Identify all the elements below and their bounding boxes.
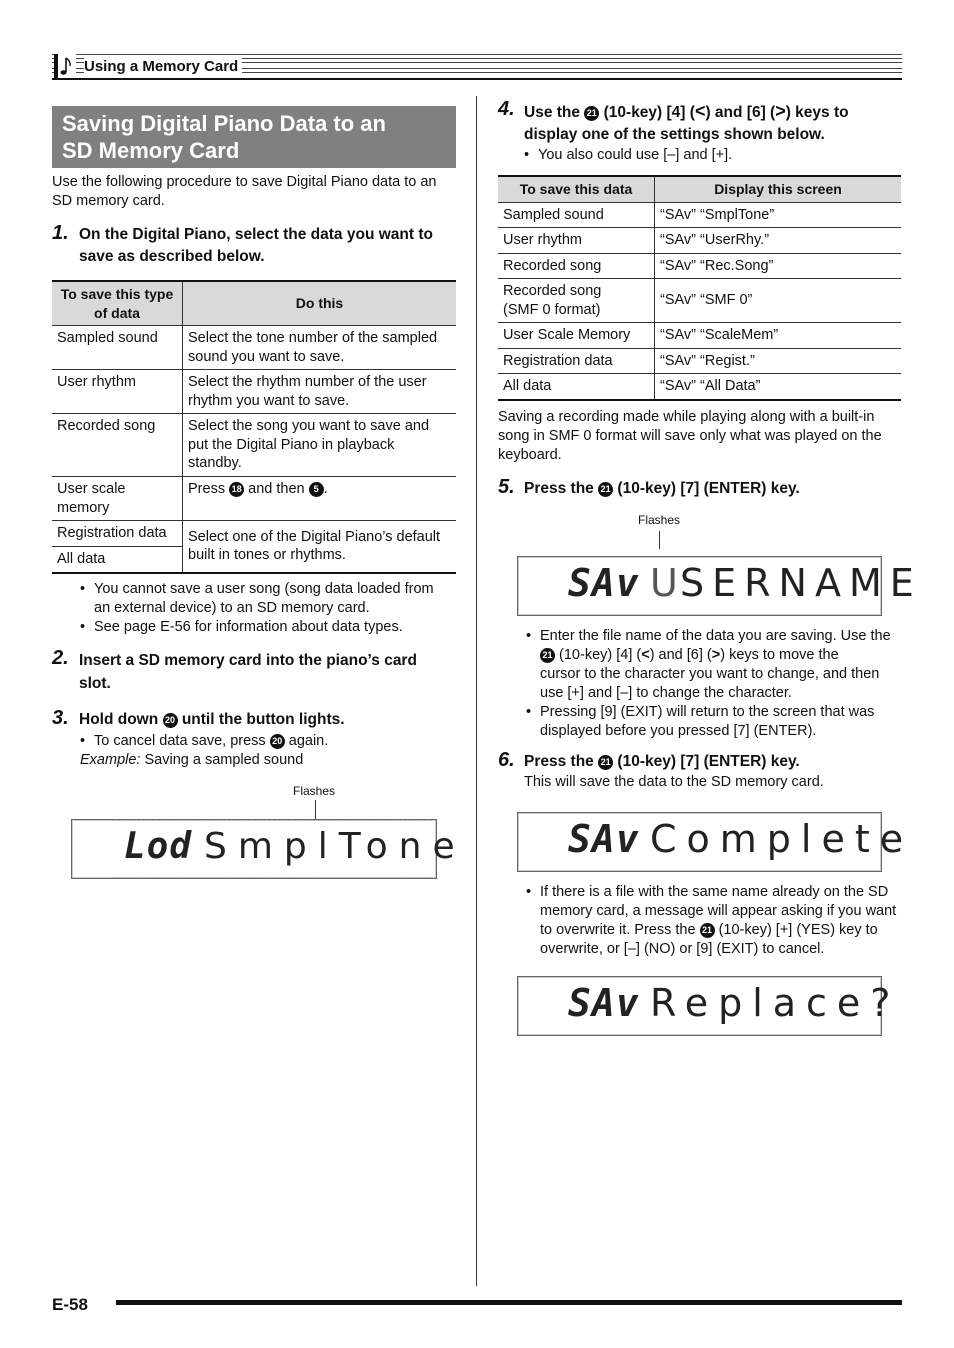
button-18-icon: 18 (229, 482, 244, 497)
table-cell: “SAv” “SMF 0” (655, 279, 902, 323)
header-line: To save this type (60, 286, 174, 302)
cell-line: put the Digital Piano in playback (188, 436, 395, 453)
cell-line: Select the tone number of the sampled (188, 330, 438, 346)
step-number: 6. (498, 749, 515, 771)
list-text: ) keys to move the (720, 647, 839, 663)
page-number: E-58 (52, 1295, 88, 1314)
step-1-line1: On the Digital Piano, select the data you want to (79, 226, 433, 243)
intro-line1: Use the following procedure to save Digital Piano data to an (52, 174, 437, 190)
table-cell: Registration data (503, 352, 613, 369)
note-line: keyboard. (498, 447, 562, 463)
lcd-display-complete (517, 812, 914, 872)
list-line: displayed before you pressed [7] (ENTER). (540, 723, 817, 739)
cell-line: memory (57, 499, 110, 516)
table-cell: All data (57, 551, 106, 567)
list-text: again. (288, 733, 329, 749)
step-6-description: This will save the data to the SD memory card. (524, 774, 824, 790)
table-row (52, 414, 456, 477)
cell-line: standby. (188, 455, 242, 471)
lcd-display-load (71, 819, 466, 879)
notes-list-1 (80, 580, 456, 637)
footer-rule (116, 1300, 902, 1305)
cell-line: rhythm you want to save. (188, 392, 350, 409)
table-cell: “SAv” “Rec.Song” (655, 253, 902, 279)
list-item (80, 732, 456, 751)
list-text: to overwrite it. Press the (540, 922, 696, 938)
right-arrow-icon: > (775, 101, 786, 121)
section-title (52, 106, 456, 168)
step-6-notes (526, 883, 902, 959)
step-3 (52, 707, 456, 731)
lcd-mode-text: Lod (124, 826, 193, 867)
example-line (80, 751, 456, 770)
left-arrow-icon: < (694, 101, 706, 121)
note-line: song in SMF 0 format will save only what was played on the (498, 428, 882, 444)
left-arrow-icon: < (641, 647, 650, 663)
lcd-display-replace (517, 976, 901, 1036)
list-line: • If there is a file with the same name already on the SD (540, 884, 889, 900)
button-21-icon: 21 (598, 755, 613, 770)
display-screen-table (498, 175, 901, 401)
table-row (498, 374, 901, 400)
table-cell: Sampled sound (503, 206, 604, 223)
button-20-icon: 20 (163, 713, 178, 728)
table-cell: User rhythm (503, 232, 582, 248)
table-row (498, 202, 901, 228)
step-text: Use the (524, 104, 580, 121)
list-line: memory card, a message will appear asking if you want (540, 903, 897, 919)
section-title-line2: SD Memory Card (62, 138, 240, 163)
table-header-screen: Display this screen (655, 176, 902, 202)
cell-line: sound you want to save. (188, 348, 345, 365)
step-number: 3. (52, 707, 69, 729)
step-5 (498, 476, 902, 500)
table-cell (498, 279, 655, 323)
lcd-message-text: Replace? (650, 981, 901, 1025)
table-row (52, 370, 456, 414)
button-21-icon: 21 (540, 648, 555, 663)
lcd-display-username (517, 556, 922, 616)
step-number: 2. (52, 647, 69, 669)
music-note-icon (54, 54, 76, 78)
cell-line: User scale (57, 481, 126, 497)
table-cell-shared (183, 521, 457, 573)
list-item (524, 146, 902, 165)
table-cell: “SAv” “SmplTone” (655, 202, 902, 228)
button-21-icon: 21 (584, 106, 599, 121)
cell-text: . (323, 481, 328, 497)
data-type-table (52, 280, 456, 574)
cell-line: Select the song you want to save and (188, 418, 430, 434)
list-item (526, 627, 902, 703)
running-header: Using a Memory Card (84, 58, 242, 75)
button-21-icon: 21 (598, 482, 613, 497)
table-cell: Recorded song (57, 418, 156, 434)
step-1 (52, 222, 456, 268)
step-2 (52, 647, 456, 695)
list-line: • See page E-56 for information about data types. (94, 619, 403, 635)
cell-line: Select the rhythm number of the user (188, 374, 427, 390)
list-item (526, 703, 902, 741)
step-4-line2: display one of the settings shown below. (524, 126, 825, 143)
cell-line: (SMF 0 format) (503, 301, 601, 318)
table-cell (183, 414, 457, 477)
lcd-mode-text: SAv (568, 561, 640, 605)
step-6 (498, 749, 902, 792)
table-header-type (52, 281, 183, 326)
table-row (498, 279, 901, 323)
step-4 (498, 98, 902, 165)
step-text: ) keys to (785, 104, 849, 121)
table-row (498, 348, 901, 374)
header-line: of data (94, 304, 140, 321)
table-header-data: To save this data (498, 176, 655, 202)
table-cell: “SAv” “All Data” (655, 374, 902, 400)
list-item (526, 883, 902, 959)
step-text: (10-key) [7] (ENTER) key. (617, 480, 800, 497)
step-4-line1 (524, 100, 902, 124)
step-text: until the button lights. (181, 711, 345, 728)
list-line: cursor to the character you want to change, and then (540, 666, 880, 682)
list-text: (10-key) [+] (YES) key to (718, 922, 878, 938)
table-cell (183, 326, 457, 370)
table-row (52, 477, 456, 521)
cell-text: Press (188, 481, 226, 497)
lcd-mode-text: SAv (568, 817, 640, 861)
step-text: (10-key) [4] ( (603, 104, 695, 121)
list-text: To cancel data save, press (94, 733, 266, 749)
table-row (498, 253, 901, 279)
table-cell: User rhythm (57, 374, 136, 390)
list-text: ) and [6] ( (649, 647, 712, 663)
lcd-message-text: Complete (650, 817, 914, 861)
flash-ticks-bottom (112, 867, 432, 878)
table-row (52, 326, 456, 370)
step-1-line2: save as described below. (79, 248, 265, 265)
table-row (52, 521, 456, 547)
step-text: Hold down (79, 711, 159, 728)
cell-text: and then (248, 481, 305, 497)
cell-line: Select one of the Digital Piano’s default (188, 528, 441, 545)
step-2-line1: Insert a SD memory card into the piano’s card (79, 652, 417, 669)
right-arrow-icon: > (711, 647, 721, 663)
list-line (540, 646, 902, 665)
table-row (498, 228, 901, 254)
step-5-notes (526, 627, 902, 741)
button-21-icon: 21 (700, 923, 715, 938)
list-line (540, 921, 902, 940)
lcd-name-text: SERNAME (680, 561, 922, 605)
list-line: use [+] and [–] to change the character. (540, 685, 792, 701)
table-cell: “SAv” “UserRhy.” (655, 228, 902, 254)
table-header-action: Do this (183, 281, 457, 326)
list-line: • You cannot save a user song (song data loaded from (94, 581, 434, 597)
list-line: • Enter the file name of the data you are saving. Use the (540, 628, 891, 644)
step-number: 5. (498, 476, 515, 498)
lcd-mode-text: SAv (568, 981, 640, 1025)
list-line: • Pressing [9] (EXIT) will return to the screen that was (540, 704, 875, 720)
note-line: Saving a recording made while playing along with a built-in (498, 409, 875, 425)
table-row (498, 323, 901, 349)
flashes-label: Flashes (638, 513, 681, 527)
example-text: Saving a sampled sound (144, 752, 304, 768)
step-text: ) and [6] ( (705, 104, 776, 121)
step-3-notes (80, 732, 456, 770)
column-divider (476, 96, 477, 1286)
step-number: 4. (498, 98, 515, 120)
step-text: (10-key) [7] (ENTER) key. (617, 753, 800, 770)
table-cell: All data (503, 378, 552, 394)
step-text: Press the (524, 753, 594, 770)
step-number: 1. (52, 222, 69, 244)
table-cell (52, 477, 183, 521)
button-20-icon: 20 (270, 734, 285, 749)
example-label: Example: (80, 752, 141, 768)
lcd-name-text: SmplTone (204, 826, 466, 867)
flashes-label: Flashes (293, 784, 336, 798)
step-text: Press the (524, 480, 594, 497)
list-text: (10-key) [4] ( (559, 647, 642, 663)
step-2-line2: slot. (79, 675, 111, 692)
table-cell (183, 477, 457, 521)
section-title-line1: Saving Digital Piano Data to an (62, 111, 386, 136)
table-cell: Recorded song (503, 257, 602, 274)
table-cell: User Scale Memory (503, 327, 631, 343)
table-cell: “SAv” “ScaleMem” (655, 323, 902, 349)
smf-note (498, 408, 902, 465)
table-cell: Sampled sound (57, 330, 158, 346)
table-cell: “SAv” “Regist.” (655, 348, 902, 374)
intro-line2: SD memory card. (52, 193, 165, 209)
list-line: overwrite, or [–] (NO) or [9] (EXIT) to cancel. (540, 941, 825, 957)
table-cell: Registration data (57, 525, 167, 541)
intro-paragraph (52, 173, 456, 211)
cell-line: Recorded song (503, 283, 602, 299)
list-item (80, 580, 456, 618)
flashes-pointer (659, 531, 660, 549)
list-text: You also could use [–] and [+]. (538, 147, 733, 163)
table-cell (183, 370, 457, 414)
button-5-icon: 5 (309, 482, 324, 497)
cell-line: built in tones or rhythms. (188, 547, 346, 564)
list-item (80, 618, 456, 637)
lcd-cursor-char: U (650, 561, 678, 605)
list-line: an external device) to an SD memory card. (94, 600, 370, 616)
